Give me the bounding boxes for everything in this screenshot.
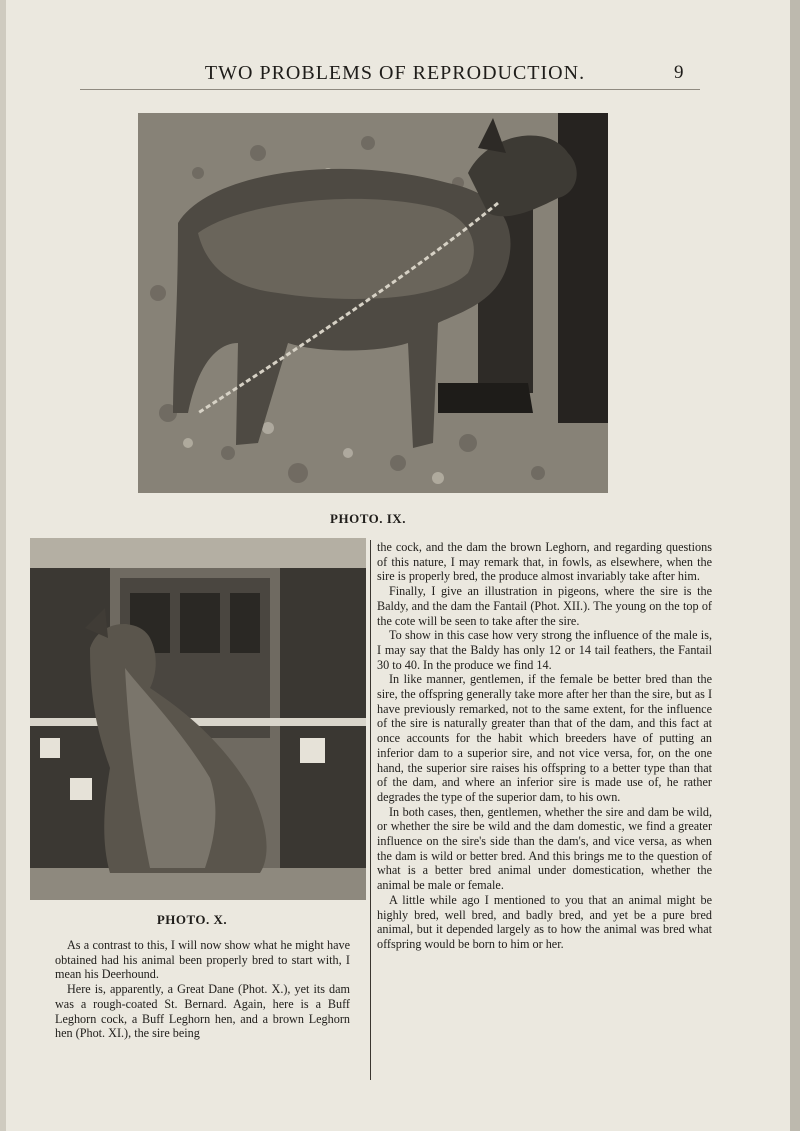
paragraph: A little while ago I mentioned to you that an animal might be highly bred, well bred, and badly bred, and yet be a pure bred animal, but it depended largely as to how the animal was bred what offspring would be born to him or her. xyxy=(377,892,712,951)
photo-x-image xyxy=(30,538,366,900)
page-number: 9 xyxy=(674,62,684,83)
column-rule xyxy=(370,540,371,1080)
photo-ix-dog-on-chain xyxy=(138,113,608,493)
paragraph: Finally, I give an illustration in pigeons, where the sire is the Baldy, and the dam the Fantail (Phot. XII.). The young on the top of the cote will be seen to take after the sire. xyxy=(377,584,712,628)
photo-x-caption: PHOTO. X. xyxy=(156,912,228,927)
page-edge-left xyxy=(0,0,6,1131)
paragraph: In like manner, gentlemen, if the female be better bred than the sire, the offspring generally take more after her than the sire, but as I have previously remarked, not to the same extent, for the influence of the sire is naturally greater than that of the dam, and this fact at once accounts for the habit which breeders have of putting an inferior dam to a superior sire, and not vice versa, for, on the one hand, the superior sire raises his offspring to a better type than that of the dam, and where an inferior sire is made use of, he rather degrades the type of the superior dam, to his own. xyxy=(377,672,712,804)
header-rule xyxy=(80,89,700,90)
paragraph: To show in this case how very strong the influence of the male is, I may say that the Baldy has only 12 or 14 tail feathers, the Fantail 30 to 40. In the produce we find 14. xyxy=(377,628,712,672)
paragraph: the cock, and the dam the brown Leghorn, and regarding questions of this nature, I may remark that, in fowls, as elsewhere, when the sire is properly bred, the produce almost invariably take after him. xyxy=(377,540,712,584)
right-text-column xyxy=(377,540,712,952)
photo-ix-image xyxy=(138,113,608,493)
running-header: TWO PROBLEMS OF REPRODUCTION. xyxy=(204,62,586,84)
paragraph: Here is, apparently, a Great Dane (Phot. X.), yet its dam was a rough-coated St. Bernard. Again, here is a Buff Leghorn cock, a Buff Leghorn hen, and a brown Leghorn hen (Phot. XI.), the sire being xyxy=(55,982,350,1041)
photo-ix-caption: PHOTO. IX. xyxy=(330,511,406,526)
page-edge-right xyxy=(790,0,800,1131)
photo-x-sitting-dog xyxy=(30,538,366,900)
left-text-column xyxy=(55,938,350,1041)
paragraph: As a contrast to this, I will now show what he might have obtained had his animal been properly bred to start with, I mean his Deerhound. xyxy=(55,938,350,982)
paragraph: In both cases, then, gentlemen, whether the sire and dam be wild, or whether the sire be wild and the dam domestic, we find a greater influence on the sire's side than the dam's, and vice versa, as when the dam is wild or better bred. And this brings me to the question of what is a better bred animal under domestication, whether the animal be male or female. xyxy=(377,804,712,893)
